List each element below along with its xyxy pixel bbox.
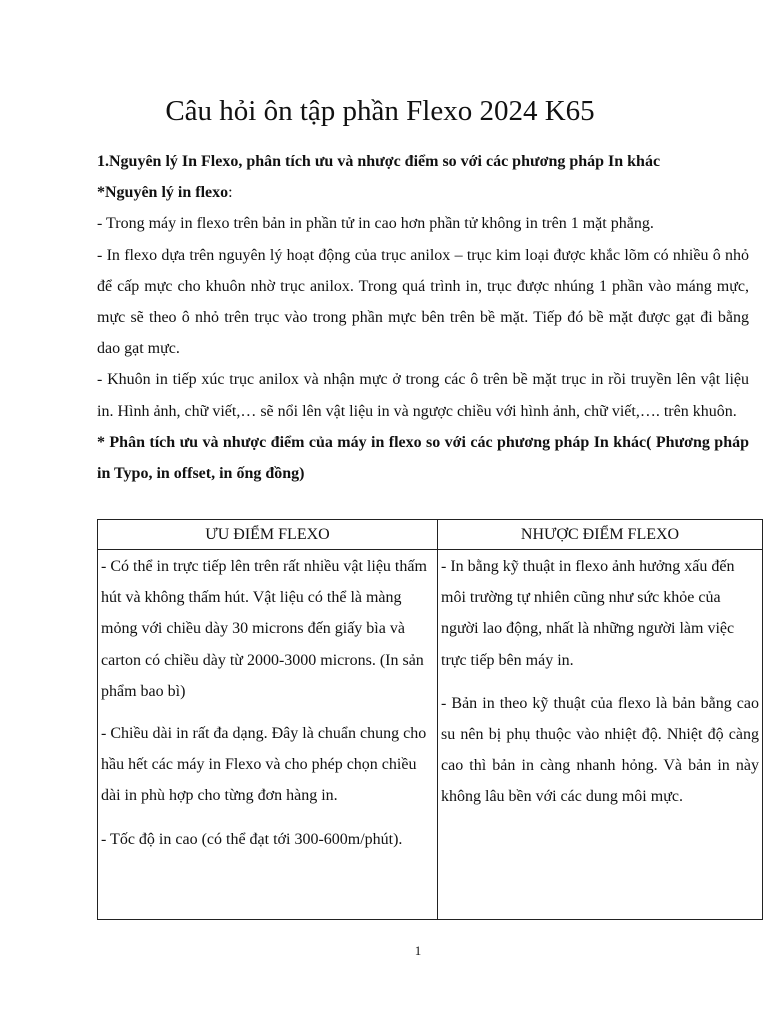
advantages-cell (98, 550, 438, 920)
header-advantages: ƯU ĐIỂM FLEXO (98, 520, 438, 550)
disadvantage-item: - In bằng kỹ thuật in flexo ảnh hưởng xấu đến môi trường tự nhiên cũng như sức khỏe của người lao động, nhất là những người làm việc trực tiếp bên máy in. (441, 558, 735, 669)
advantage-item: - Tốc độ in cao (có thể đạt tới 300-600m/phút). (101, 830, 403, 848)
header-disadvantages: NHƯỢC ĐIỂM FLEXO (438, 520, 763, 550)
advantage-item: - Có thể in trực tiếp lên trên rất nhiều vật liệu thấm hút và không thấm hút. Vật liệu có thể là màng mỏng với chiều dày 30 microns đến giấy bìa và carton có chiều dày từ 2000-3000 microns. (In sản phẩm bao bì) (101, 558, 427, 700)
principle-label-line (97, 177, 749, 208)
comparison-table (97, 519, 763, 920)
advantage-item: - Chiều dài in rất đa dạng. Đây là chuẩn chung cho hầu hết các máy in Flexo và cho phép chọn chiều dài in phù hợp cho từng đơn hàng in. (101, 725, 427, 805)
question-1-heading: 1.Nguyên lý In Flexo, phân tích ưu và nhược điểm so với các phương pháp In khác (97, 153, 661, 170)
principle-paragraph-3: - Khuôn in tiếp xúc trục anilox và nhận mực ở trong các ô trên bề mặt trục in rồi truyền lên vật liệu in. Hình ảnh, chữ viết,… sẽ nổi lên vật liệu in và ngược chiều với hình ảnh, chữ viết,…. trên khuôn. (97, 371, 749, 420)
table-header-row (98, 520, 763, 550)
disadvantages-cell (438, 550, 763, 920)
principle-paragraph-2: - In flexo dựa trên nguyên lý hoạt động của trục anilox – trục kim loại được khắc lõm có nhiều ô nhỏ để cấp mực cho khuôn nhờ trục anilox. Trong quá trình in, trục được nhúng 1 phần vào máng mực, mực sẽ theo ô nhỏ trên trục vào trong phần mực bên trên bề mặt. Tiếp đó bề mặt được gạt đi bằng dao gạt mực. (97, 246, 749, 358)
document-title: Câu hỏi ôn tập phần Flexo 2024 K65 (165, 95, 595, 127)
page-number: 1 (414, 943, 422, 958)
document-body (97, 146, 749, 489)
principle-paragraph-1: - Trong máy in flexo trên bản in phần tử in cao hơn phần tử không in trên 1 mặt phẳng. (97, 215, 654, 233)
principle-label: *Nguyên lý in flexo (97, 184, 229, 202)
disadvantage-item: - Bản in theo kỹ thuật của flexo là bản bằng cao su nên bị phụ thuộc vào nhiệt độ. Nhiệt độ càng cao thì bản in càng nhanh hỏng. Và bản in này không lâu bền với các dung môi mực. (441, 694, 759, 806)
table-row (98, 550, 763, 920)
principle-colon: : (228, 184, 233, 202)
analysis-heading: * Phân tích ưu và nhược điểm của máy in flexo so với các phương pháp In khác( Phương pháp in Typo, in offset, in ống đồng) (97, 433, 749, 483)
